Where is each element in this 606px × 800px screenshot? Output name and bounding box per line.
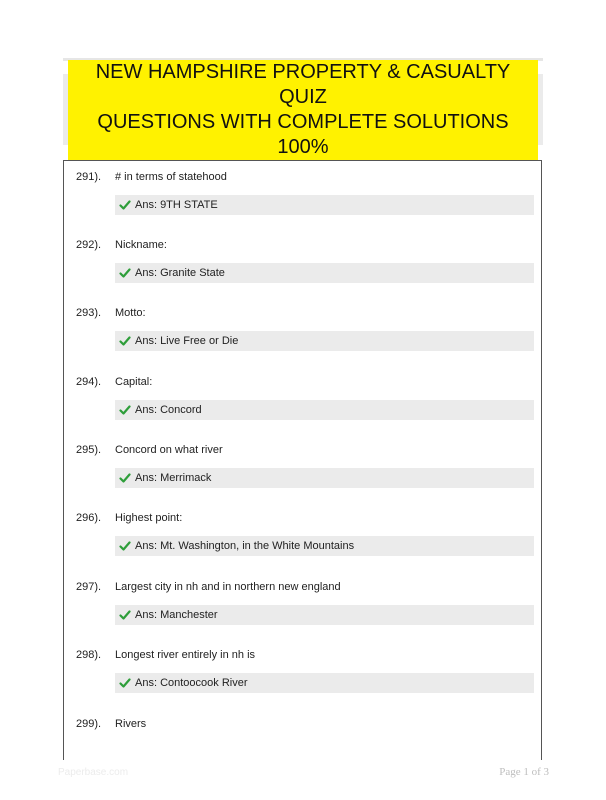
- question-text: Capital:: [115, 376, 153, 388]
- answer-text: Ans: 9TH STATE: [135, 199, 218, 211]
- question-text: Largest city in nh and in northern new england: [115, 581, 341, 593]
- title-line-1: NEW HAMPSHIRE PROPERTY & CASUALTY QUIZ: [68, 60, 538, 110]
- answer-text: Ans: Manchester: [135, 609, 218, 621]
- qa-list: [63, 160, 542, 760]
- question-number: 293).: [76, 307, 102, 319]
- answer-box: [115, 195, 534, 215]
- page-title: [68, 60, 538, 160]
- question-number: 298).: [76, 649, 102, 661]
- question-text: Longest river entirely in nh is: [115, 649, 256, 661]
- answer-box: [115, 605, 534, 625]
- answer-text: Ans: Concord: [135, 404, 202, 416]
- check-icon: [119, 267, 131, 279]
- question-number: 299).: [76, 718, 102, 730]
- question-number: 291).: [76, 171, 102, 183]
- answer-box: [115, 263, 534, 283]
- check-icon: [119, 472, 131, 484]
- answer-box: [115, 400, 534, 420]
- question-number: 292).: [76, 239, 102, 251]
- answer-text: Ans: Contoocook River: [135, 677, 248, 689]
- question-text: Concord on what river: [115, 444, 223, 456]
- question-text: Nickname:: [115, 239, 167, 251]
- question-text: Motto:: [115, 307, 146, 319]
- title-line-2: QUESTIONS WITH COMPLETE SOLUTIONS 100%: [68, 110, 538, 160]
- footer-watermark: Paperbase.com: [58, 767, 129, 778]
- check-icon: [119, 677, 131, 689]
- question-text: Highest point:: [115, 512, 183, 524]
- check-icon: [119, 540, 131, 552]
- answer-text: Ans: Mt. Washington, in the White Mountains: [135, 540, 355, 552]
- question-number: 297).: [76, 581, 102, 593]
- answer-box: [115, 331, 534, 351]
- answer-box: [115, 536, 534, 556]
- question-text: # in terms of statehood: [115, 171, 227, 183]
- question-number: 296).: [76, 512, 102, 524]
- question-text: Rivers: [115, 718, 147, 730]
- check-icon: [119, 404, 131, 416]
- answer-text: Ans: Granite State: [135, 267, 225, 279]
- answer-box: [115, 468, 534, 488]
- check-icon: [119, 609, 131, 621]
- question-number: 295).: [76, 444, 102, 456]
- question-number: 294).: [76, 376, 102, 388]
- answer-text: Ans: Live Free or Die: [135, 335, 239, 347]
- check-icon: [119, 199, 131, 211]
- page-number: Page 1 of 3: [499, 766, 549, 778]
- title-banner: [63, 60, 543, 158]
- answer-text: Ans: Merrimack: [135, 472, 212, 484]
- answer-box: [115, 673, 534, 693]
- check-icon: [119, 335, 131, 347]
